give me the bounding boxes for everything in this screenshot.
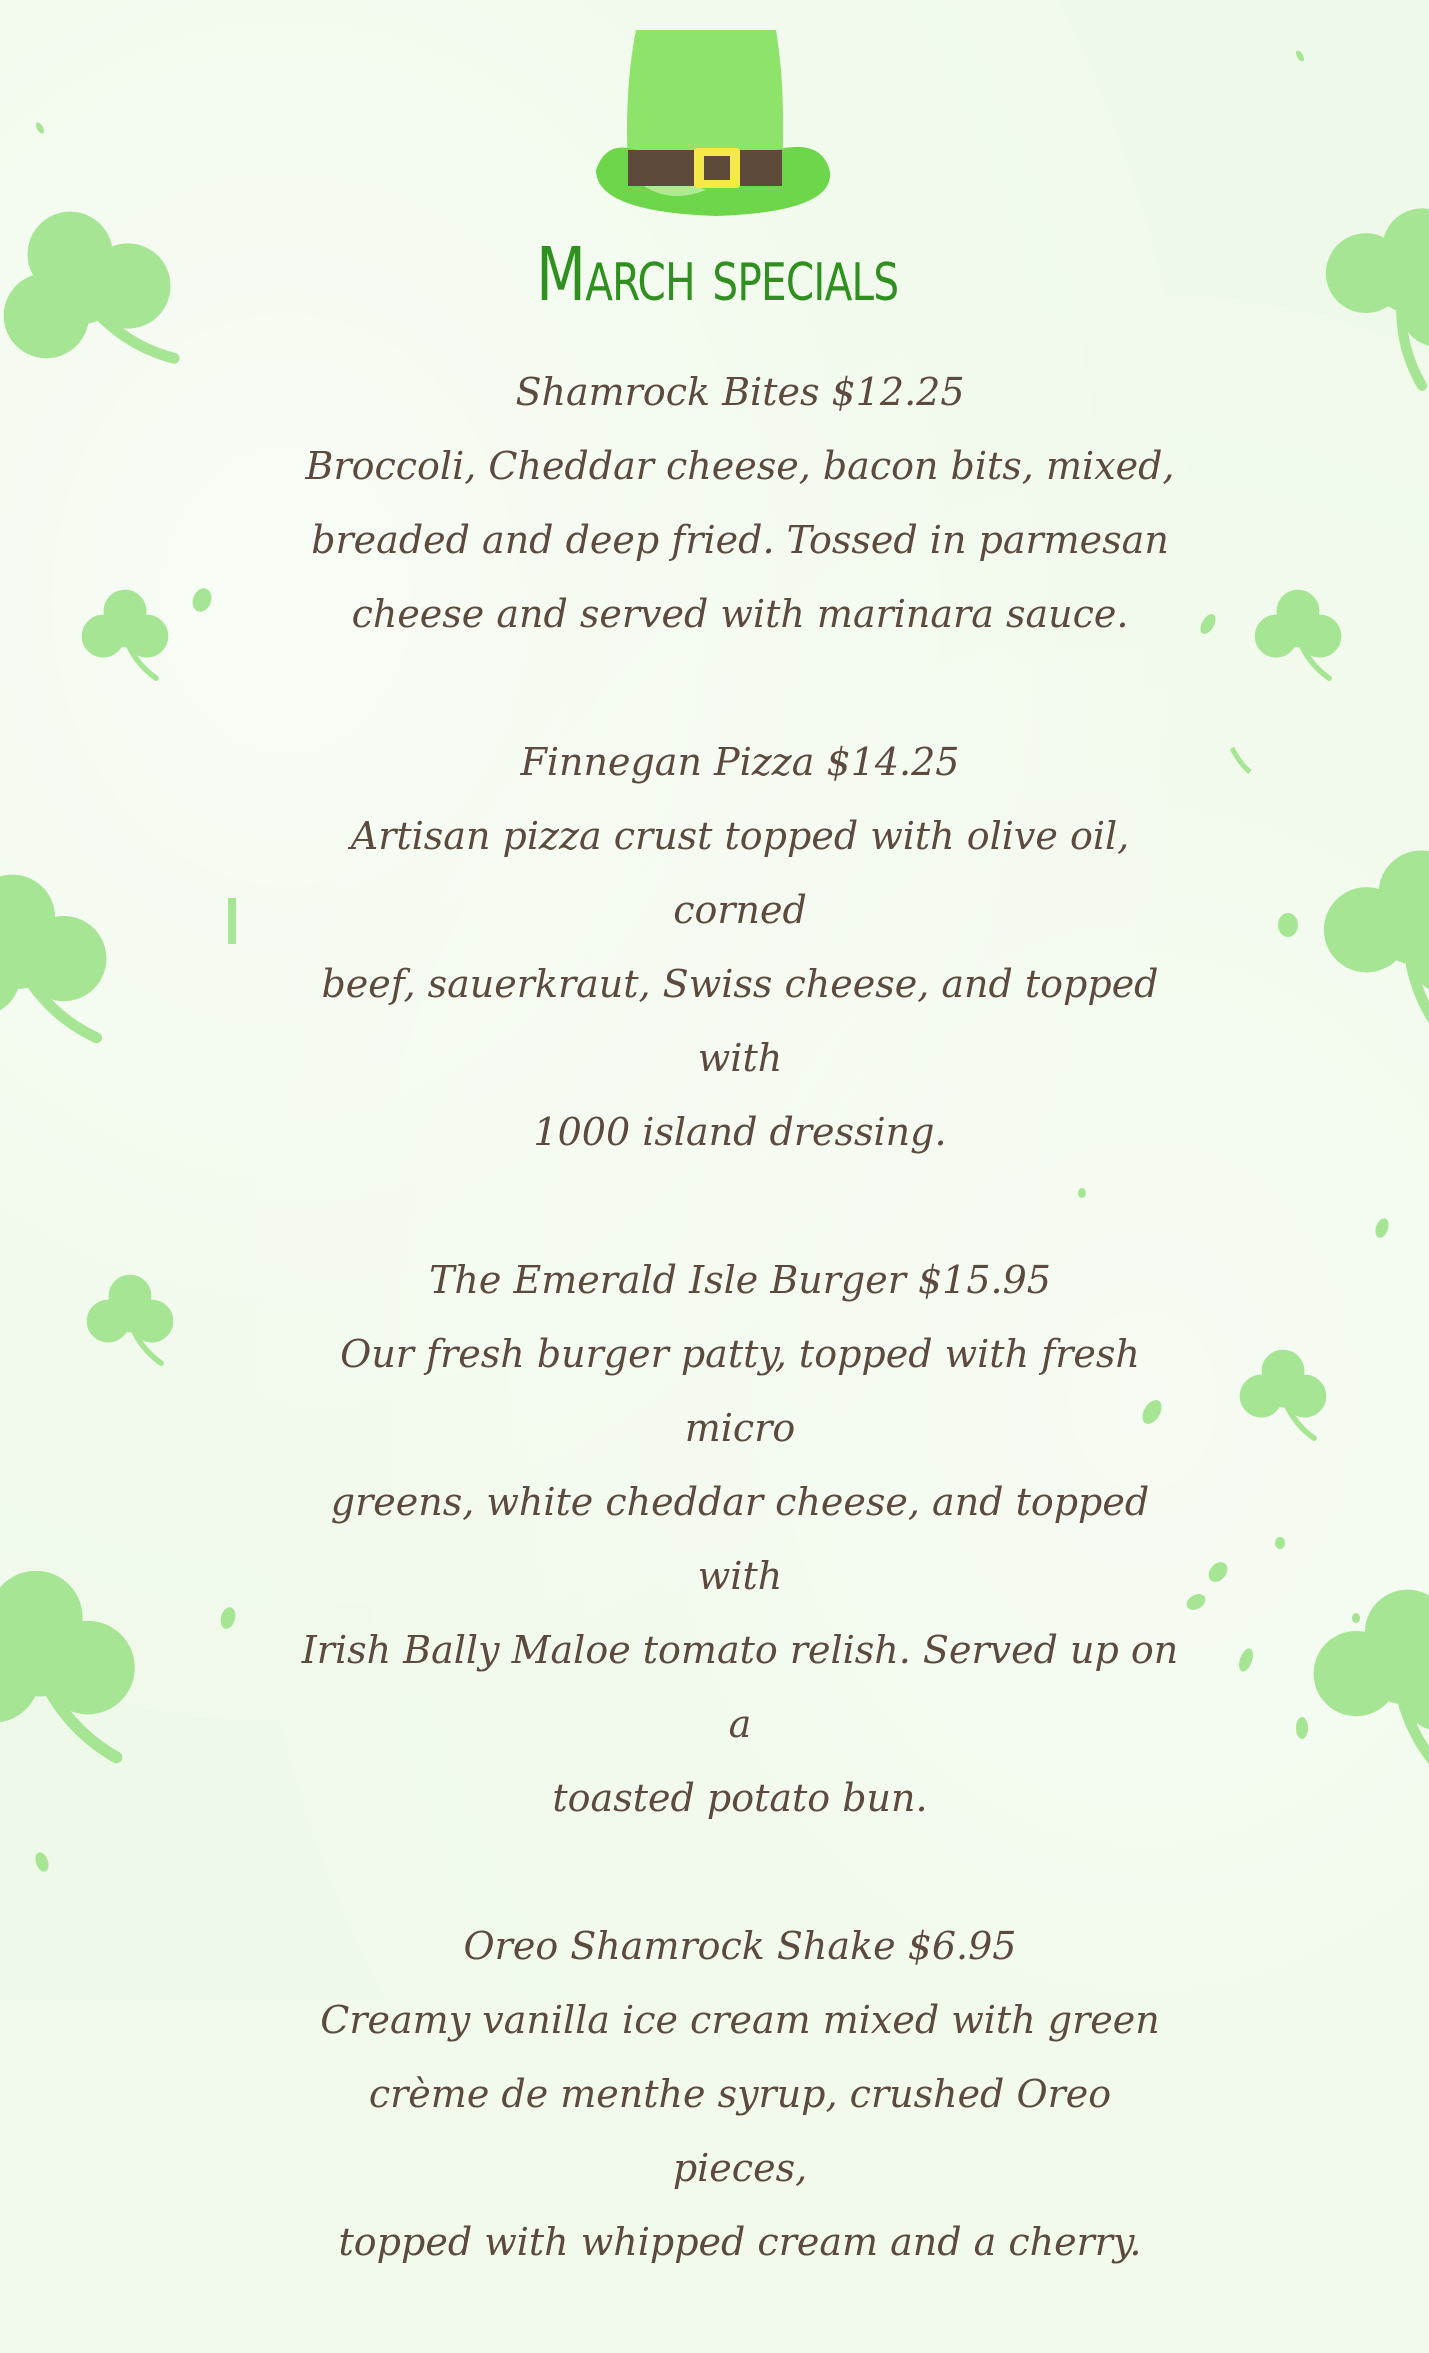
menu-item (300, 1909, 1180, 2279)
item-heading (300, 355, 1180, 429)
item-description (300, 1983, 1180, 2279)
item-description-line: toasted potato bun. (552, 1776, 928, 1820)
menu-item (300, 355, 1180, 651)
item-description (300, 799, 1180, 1169)
item-name: Finnegan Pizza (520, 740, 815, 784)
item-description-line: Artisan pizza crust topped with olive oil, corned (350, 814, 1130, 932)
shamrock-icon (1304, 831, 1429, 1044)
menu-item (300, 725, 1180, 1169)
item-name: Oreo Shamrock Shake (463, 1924, 896, 1968)
item-description-line: Our fresh burger patty, topped with fresh micro (340, 1332, 1140, 1450)
item-description-line: Creamy vanilla ice cream mixed with green (320, 1998, 1160, 2042)
shamrock-icon (0, 1564, 142, 1772)
item-description-line: beef, sauerkraut, Swiss cheese, and topped with (321, 962, 1159, 1080)
item-description-line: 1000 island dressing. (533, 1110, 947, 1154)
item-description-line: Irish Bally Maloe tomato relish. Served up on a (301, 1628, 1179, 1746)
shamrock-icon (1255, 590, 1341, 678)
item-description (300, 1317, 1180, 1835)
item-heading (300, 1909, 1180, 1983)
item-heading (300, 725, 1180, 799)
page-title: March specials (536, 232, 899, 318)
item-description (300, 429, 1180, 651)
item-heading (300, 1243, 1180, 1317)
leprechaun-hat-icon (596, 30, 836, 220)
shamrock-icon (1297, 179, 1429, 395)
item-description-line: breaded and deep fried. Tossed in parmesan (311, 518, 1169, 562)
menu-list (300, 355, 1180, 2353)
shamrock-icon (82, 590, 168, 678)
item-description-line: greens, white cheddar cheese, and topped with (330, 1480, 1150, 1598)
item-name: Shamrock Bites (515, 370, 820, 414)
shamrock-icon (87, 1275, 173, 1363)
shamrock-icon (0, 861, 120, 1063)
shamrock-icon (1240, 1350, 1326, 1438)
item-price: $6.95 (907, 1924, 1017, 1968)
item-name: The Emerald Isle Burger (429, 1258, 906, 1302)
item-description-line: topped with whipped cream and a cherry. (338, 2220, 1142, 2264)
item-price: $15.95 (917, 1258, 1051, 1302)
menu-item (300, 1243, 1180, 1835)
item-description-line: crème de menthe syrup, crushed Oreo pieces, (368, 2072, 1112, 2190)
shamrock-icon (1300, 1576, 1429, 1778)
item-description-line: cheese and served with marinara sauce. (351, 592, 1129, 636)
item-description-line: Broccoli, Cheddar cheese, bacon bits, mixed, (305, 444, 1175, 488)
item-price: $14.25 (826, 740, 960, 784)
item-price: $12.25 (831, 370, 965, 414)
